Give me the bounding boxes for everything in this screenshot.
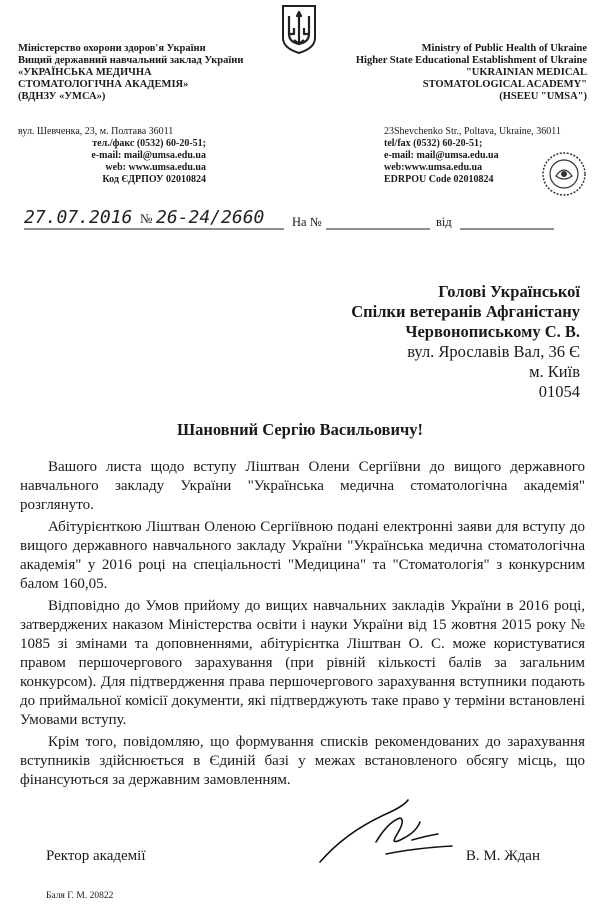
contact-phone: тел./факс (0532) 60-20-51; [92,138,206,149]
registration-date: 27.07.2016 [24,207,133,228]
reference-date-label: від [436,215,452,229]
letter-body [20,458,585,793]
header-left-line: «УКРАЇНСЬКА МЕДИЧНА [18,67,152,78]
header-right-line: (HSEEU "UMSA") [499,91,587,102]
contact-address: 23Shevchenko Str., Poltava, Ukraine, 36011 [384,126,561,137]
addressee-city: м. Київ [529,362,580,381]
contact-phone: tel/fax (0532) 60-20-51; [384,138,483,149]
registration-number-label: № [140,211,153,226]
body-paragraph: Вашого листа щодо вступу Ліштван Олени Сергіївни до вищого державного навчального закладу України "Українська медична стоматологічна академія" розглянуто. [20,459,585,513]
header-right-line: STOMATOLOGICAL ACADEMY" [422,79,587,90]
addressee-block [351,282,580,402]
greeting: Шановний Сергію Васильовичу! [176,420,424,439]
header-right [322,43,587,103]
handwritten-signature-icon [316,792,456,867]
addressee-line: Спілки ветеранів Афганістану [351,302,580,321]
header-left [18,43,283,103]
contact-email: e-mail: mail@umsa.edu.ua [91,150,206,161]
contact-code: Код ЄДРПОУ 02010824 [102,174,206,185]
addressee-postcode: 01054 [538,382,580,401]
header-left-line: (ВДНЗУ «УМСА») [18,91,106,102]
signatory-position: Ректор академії [46,848,146,864]
addressee-street: вул. Ярославів Вал, 36 Є [407,342,580,361]
body-paragraph: Відповідно до Умов прийому до вищих навчальних закладів України в 2016 році, затверджених наказом Міністерства освіти і науки України від 15 жовтня 2015 року № 1085 зі змінами та доповненнями, абітурієнтка Ліштван О. С. може користуватися правом першочергового зарахування (при рівній кількості балів за загальним конкурсом). Для підтвердження права першочергового зарахування вступники подають до приймальної комісії документи, які підтверджують таке право у терміни встановлені Умовами вступу. [20,598,585,728]
header-left-line: Вищий державний навчальний заклад України [18,55,244,66]
header-right-line: "UKRAINIAN MEDICAL [465,67,587,78]
contact-code: EDRPOU Code 02010824 [384,174,494,185]
header-left-line: СТОМАТОЛОГІЧНА АКАДЕМІЯ» [18,79,189,90]
registration-number: 26-24/2660 [156,207,265,228]
contact-address: вул. Шевченка, 23, м. Полтава 36011 [18,126,174,137]
body-paragraph: Абітурієнткою Ліштван Оленою Сергіївною подані електронні заяви для вступу до вищого державного навчального закладу України "Українська медична стоматологічна академія" у 2016 році на спеціальності "Медицина" та "Стоматологія" з конкурсним балом 160,05. [20,519,585,592]
contact-web: web:www.umsa.edu.ua [384,162,483,173]
executor-note: Баля Г. М. 20822 [46,891,114,901]
contact-web: web: www.umsa.edu.ua [105,162,206,173]
signatory-name: В. М. Ждан [465,848,540,864]
addressee-line: Червонопиському С. В. [405,322,580,341]
academy-seal-icon [540,150,588,198]
contacts-left [18,126,206,186]
header-right-line: Higher State Educational Establishment of Ukraine [355,55,587,66]
header-left-line: Міністерство охорони здоров'я України [18,43,206,54]
contact-email: e-mail: mail@umsa.edu.ua [384,150,499,161]
header-right-line: Ministry of Public Health of Ukraine [421,43,587,54]
registration-line [22,207,562,233]
body-paragraph: Крім того, повідомляю, що формування списків рекомендованих до зарахування вступників здійснюється в Єдиній базі у межах встановленого обсягу місць, що фінансуються за державним замовленням. [20,734,585,788]
addressee-line: Голові Української [438,282,580,301]
coat-of-arms-icon [280,4,318,54]
reference-number-label: На № [292,215,322,229]
